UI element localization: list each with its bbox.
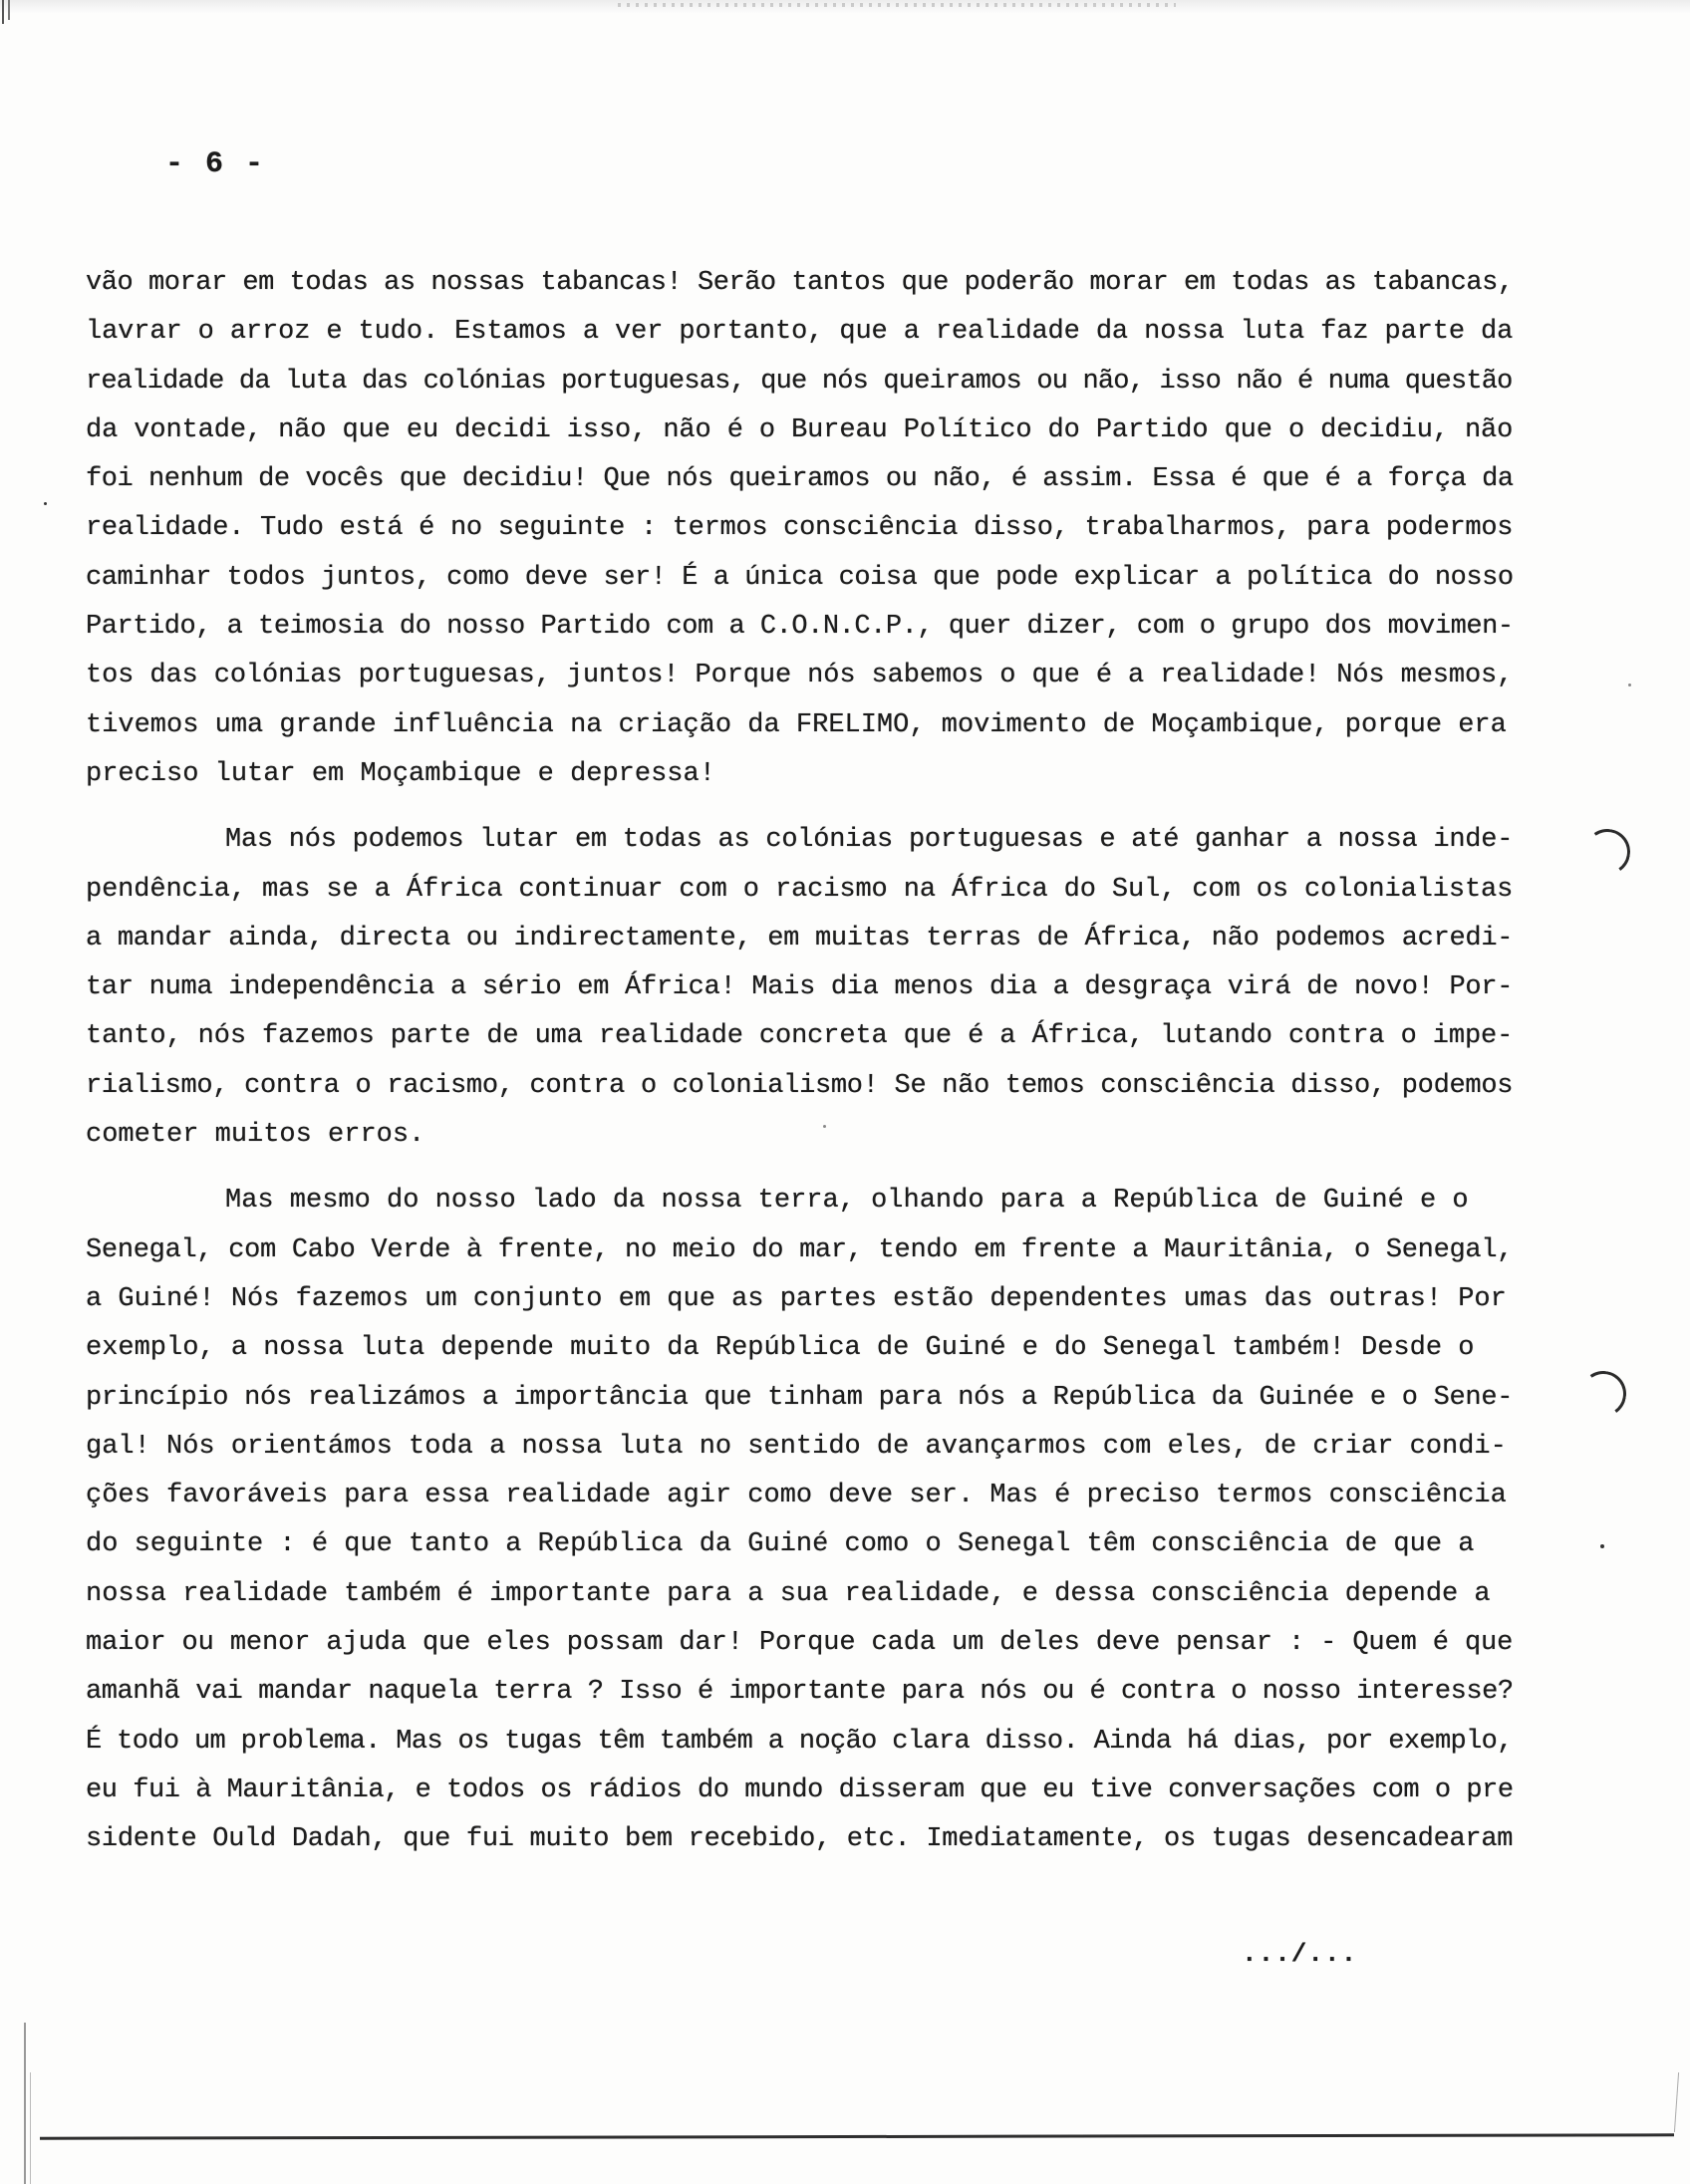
text-line: tanto, nós fazemos parte de uma realidade concreta que é a África, lutando contra o impe-	[86, 1021, 1514, 1052]
text-line: lavrar o arroz e tudo. Estamos a ver portanto, que a realidade da nossa luta faz parte da	[86, 317, 1514, 348]
scan-speck	[823, 1125, 826, 1128]
text-line: Senegal, com Cabo Verde à frente, no meio do mar, tendo em frente a Mauritânia, o Senegal,	[86, 1234, 1514, 1265]
text-line: gal! Nós orientámos toda a nossa luta no sentido de avançarmos com eles, de criar condi-	[86, 1431, 1507, 1462]
text-line: Mas nós podemos lutar em todas as colónias portuguesas e até ganhar a nossa inde-	[225, 825, 1514, 856]
paragraph	[86, 1177, 1513, 1864]
text-line: vão morar em todas as nossas tabancas! Serão tantos que poderão morar em todas as tabancas,	[86, 268, 1514, 298]
text-line: a Guiné! Nós fazemos um conjunto em que as partes estão dependentes umas das outras! Por	[86, 1283, 1507, 1314]
text-line: tar numa independência a sério em África! Mais dia menos dia a desgraça virá de novo! Por-	[86, 972, 1514, 1003]
continuation-mark: .../...	[1242, 1939, 1358, 1969]
text-line: Mas mesmo do nosso lado da nossa terra, olhando para a República de Guiné e o	[225, 1186, 1469, 1217]
text-line: sidente Ould Dadah, que fui muito bem recebido, etc. Imediatamente, os tugas desencadearam	[86, 1824, 1514, 1855]
text-line: rialismo, contra o racismo, contra o colonialismo! Se não temos consciência disso, podemos	[86, 1070, 1514, 1101]
text-line: tos das colónias portuguesas, juntos! Porque nós sabemos o que é a realidade! Nós mesmos,	[86, 661, 1514, 691]
scan-bottom-left-edge	[24, 2023, 26, 2184]
page-number: - 6 -	[165, 147, 266, 181]
body-text	[86, 259, 1513, 1865]
scan-left-edge-mark	[2, 0, 4, 24]
text-line: É todo um problema. Mas os tugas têm também a noção clara disso. Ainda há dias, por exemplo,	[86, 1726, 1513, 1757]
text-line: realidade. Tudo está é no seguinte : termos consciência disso, trabalharmos, para podermos	[86, 513, 1514, 544]
text-line: Partido, a teimosia do nosso Partido com a C.O.N.C.P., quer dizer, com o grupo dos movimen-	[86, 612, 1514, 643]
scan-right-edge-mark	[1674, 2072, 1679, 2132]
text-line: foi nenhum de vocês que decidiu! Que nós queiramos ou não, é assim. Essa é que é a força da	[86, 464, 1514, 495]
text-line: eu fui à Mauritânia, e todos os rádios do mundo disseram que eu tive conversações com o pre	[86, 1774, 1514, 1805]
text-line: pendência, mas se a África continuar com o racismo na África do Sul, com os colonialistas	[86, 874, 1514, 905]
text-line: preciso lutar em Moçambique e depressa!	[86, 758, 715, 789]
text-line: maior ou menor ajuda que eles possam dar! Porque cada um deles deve pensar : - Quem é que	[86, 1628, 1514, 1659]
margin-dot	[1600, 1544, 1604, 1548]
margin-bracket-mark	[1576, 1367, 1629, 1420]
text-line: nossa realidade também é importante para a sua realidade, e dessa consciência depende a	[86, 1578, 1491, 1609]
text-line: caminhar todos juntos, como deve ser! É a única coisa que pode explicar a política do nosso	[86, 562, 1514, 593]
paragraph	[86, 259, 1513, 799]
margin-dot	[44, 502, 47, 505]
paragraph	[86, 816, 1513, 1160]
text-line: realidade da luta das colónias portuguesas, que nós queiramos ou não, isso não é numa questão	[86, 366, 1513, 397]
margin-bracket-mark	[1580, 825, 1633, 878]
text-line: a mandar ainda, directa ou indirectamente, em muitas terras de África, não podemos acredi-	[86, 923, 1514, 954]
text-line: princípio nós realizámos a importância que tinham para nós a República da Guinée e o Sene-	[86, 1382, 1514, 1413]
text-line: ções favoráveis para essa realidade agir como deve ser. Mas é preciso termos consciência	[86, 1481, 1507, 1511]
paragraph-gap	[86, 799, 1513, 816]
paragraph-gap	[86, 1160, 1513, 1177]
text-line: da vontade, não que eu decidi isso, não é o Bureau Político do Partido que o decidiu, não	[86, 414, 1514, 445]
scan-bottom-left-edge-2	[30, 2072, 31, 2184]
text-line: tivemos uma grande influência na criação da FRELIMO, movimento de Moçambique, porque era	[86, 709, 1507, 740]
text-line: cometer muitos erros.	[86, 1120, 425, 1151]
text-line: amanhã vai mandar naquela terra ? Isso é importante para nós ou é contra o nosso interesse?	[86, 1677, 1514, 1708]
margin-dot	[1628, 683, 1631, 686]
scan-top-speckle	[618, 3, 1176, 7]
scan-left-edge-mark-2	[8, 0, 10, 20]
scan-bottom-edge-line	[40, 2133, 1674, 2139]
text-line: exemplo, a nossa luta depende muito da República de Guiné e do Senegal também! Desde o	[86, 1333, 1475, 1364]
text-line: do seguinte : é que tanto a República da Guiné como o Senegal têm consciência de que a	[86, 1529, 1475, 1560]
